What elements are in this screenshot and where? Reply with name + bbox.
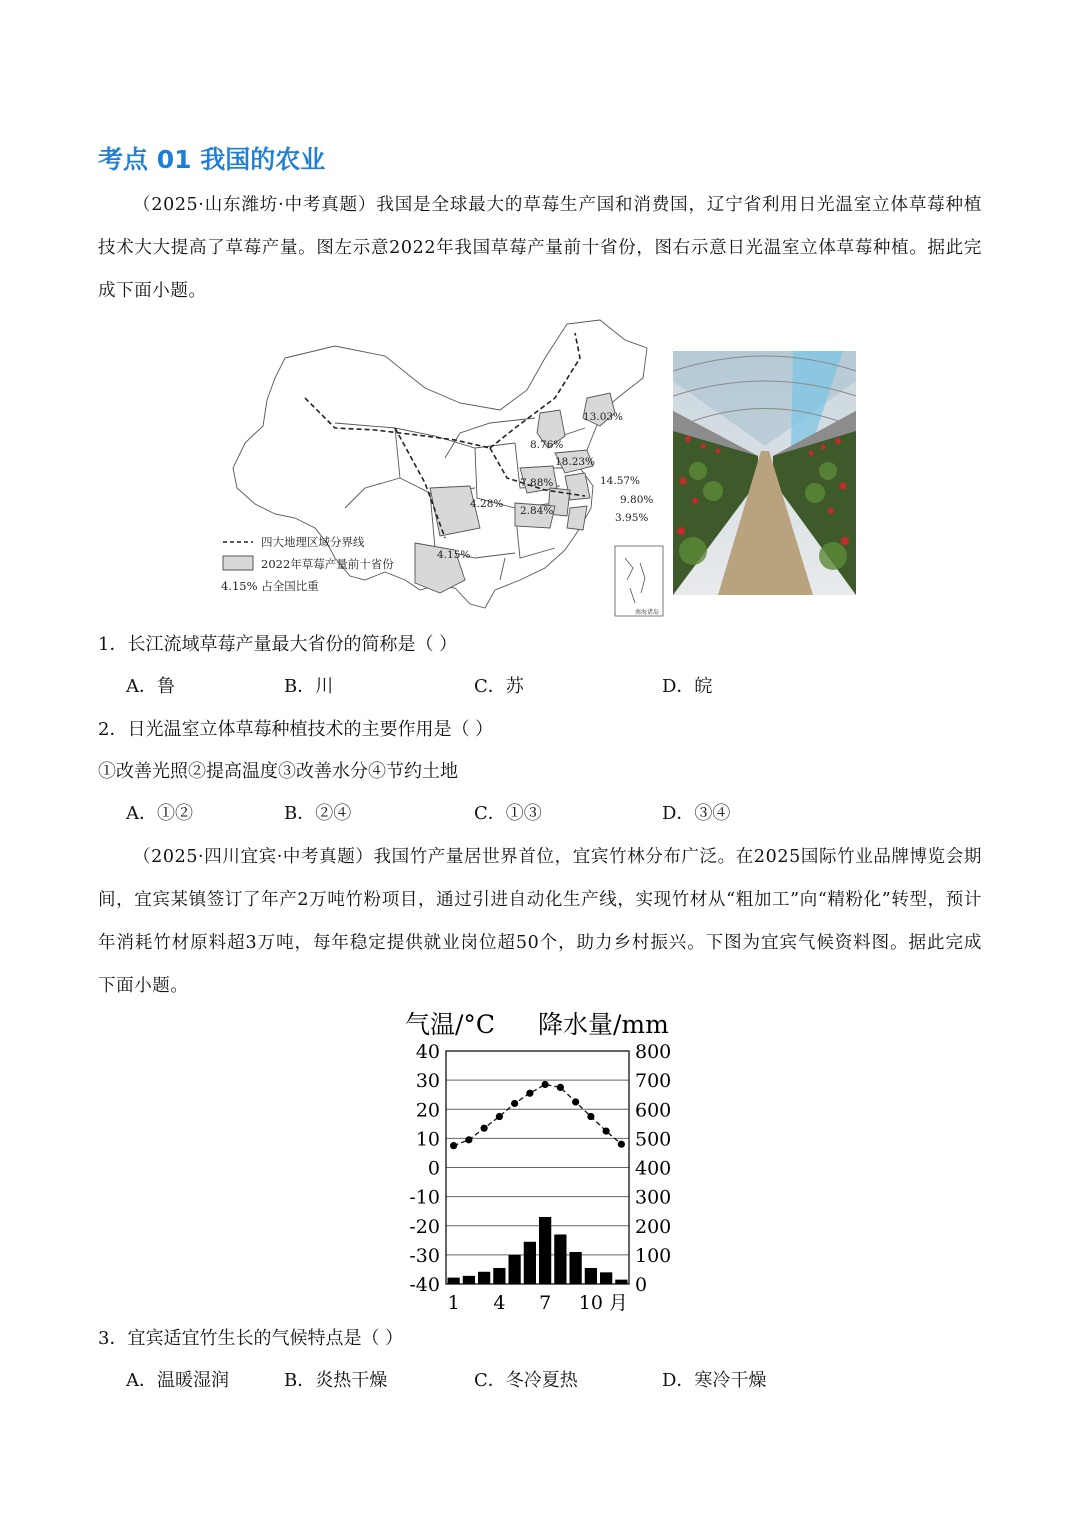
map-label-hebei: 8.76%	[530, 439, 564, 451]
temp-tick-label: -10	[409, 1186, 440, 1209]
temperature-point	[526, 1090, 533, 1097]
q2-option-c[interactable]: C．①③	[474, 803, 542, 824]
precip-bar	[615, 1280, 627, 1284]
precip-bar	[493, 1268, 505, 1284]
map-label-anhui: 9.80%	[620, 494, 654, 506]
q2-stem: 2．日光温室立体草莓种植技术的主要作用是（ ）	[98, 719, 494, 740]
yibin-climate-chart	[400, 1005, 680, 1317]
precip-bar	[585, 1268, 597, 1284]
precip-bar	[539, 1217, 551, 1284]
q3-option-a[interactable]: A．温暖湿润	[126, 1370, 229, 1391]
q1-option-d[interactable]: D．皖	[662, 676, 713, 697]
section-heading: 考点 01 我国的农业	[98, 145, 326, 174]
temperature-line	[454, 1084, 622, 1145]
legend-top10: 2022年草莓产量前十省份	[261, 557, 394, 571]
temperature-point	[618, 1141, 625, 1148]
legend-boundary: 四大地理区域分界线	[261, 535, 365, 549]
precip-tick-label: 700	[635, 1070, 672, 1093]
q3-option-c[interactable]: C．冬冷夏热	[474, 1370, 578, 1391]
boundary-line-northeast	[490, 333, 580, 448]
q1-stem: 1．长江流域草莓产量最大省份的简称是（ ）	[98, 634, 458, 655]
month-tick-label: 7	[539, 1292, 552, 1314]
precip-bar	[554, 1234, 566, 1284]
temperature-point	[450, 1142, 457, 1149]
month-tick-label: 月	[608, 1292, 628, 1314]
month-tick-label: 10	[578, 1292, 603, 1314]
precip-bar	[448, 1278, 460, 1284]
precip-bar	[600, 1272, 612, 1284]
intro-paragraph-1: （2025·山东潍坊·中考真题）我国是全球最大的草莓生产国和消费国，辽宁省利用日光温室立体草莓种植技术大大提高了草莓产量。图左示意2022年我国草莓产量前十省份，图右示意日光温室立体草莓种植。据此完成下面小题。	[98, 195, 982, 301]
map-label-jiangsu: 14.57%	[600, 475, 641, 487]
precip-tick-label: 500	[635, 1128, 672, 1151]
precip-axis-title: 降水量/mm	[538, 1010, 669, 1039]
map-label-henan: 7.88%	[520, 477, 554, 489]
temperature-point	[511, 1100, 518, 1107]
q3-stem: 3．宜宾适宜竹生长的气候特点是（ ）	[98, 1328, 404, 1349]
precip-bar	[478, 1272, 490, 1284]
temperature-point	[557, 1084, 564, 1091]
precip-tick-label: 0	[635, 1274, 648, 1296]
precip-bar	[463, 1276, 475, 1284]
china-strawberry-map	[215, 318, 667, 620]
province-sichuan	[430, 486, 480, 536]
temp-tick-label: -40	[409, 1274, 440, 1296]
map-label-liaoning: 13.03%	[583, 411, 624, 423]
q1-option-a[interactable]: A．鲁	[126, 676, 175, 697]
temp-tick-label: 40	[415, 1041, 440, 1063]
legend-share: 4.15% 占全国比重	[221, 579, 319, 593]
temp-tick-label: -20	[409, 1215, 440, 1238]
temp-tick-label: -30	[409, 1244, 440, 1267]
precip-tick-label: 800	[635, 1041, 672, 1063]
map-label-shandong: 18.23%	[555, 456, 596, 468]
precip-tick-label: 600	[635, 1099, 672, 1122]
temperature-point	[542, 1081, 549, 1088]
temperature-point	[603, 1127, 610, 1134]
q1-option-c[interactable]: C．苏	[474, 676, 524, 697]
temperature-point	[481, 1125, 488, 1132]
q3-option-b[interactable]: B．炎热干燥	[284, 1370, 388, 1391]
q3-option-d[interactable]: D．寒冷干燥	[662, 1370, 767, 1391]
precip-tick-label: 200	[635, 1215, 672, 1238]
boundary-line-north	[305, 398, 490, 448]
precip-tick-label: 100	[635, 1244, 672, 1267]
map-label-sichuan: 4.28%	[470, 498, 504, 510]
temperature-point	[496, 1113, 503, 1120]
precip-tick-label: 300	[635, 1186, 672, 1209]
temp-tick-label: 0	[427, 1157, 440, 1180]
temp-tick-label: 30	[415, 1070, 440, 1093]
q2-option-b[interactable]: B．②④	[284, 803, 352, 824]
month-tick-label: 1	[447, 1292, 460, 1314]
precip-bar	[570, 1252, 582, 1284]
temperature-point	[587, 1113, 594, 1120]
intro-paragraph-2: （2025·四川宜宾·中考真题）我国竹产量居世界首位，宜宾竹林分布广泛。在2025国际竹业品牌博览会期间，宜宾某镇签订了年产2万吨竹粉项目，通过引进自动化生产线，实现竹材从“粗加工”向“精粉化”转型，预计年消耗竹材原料超3万吨，每年稳定提供就业岗位超50个，助力乡村振兴。下图为宜宾气候资料图。据此完成下面小题。	[98, 847, 982, 996]
q1-option-b[interactable]: B．川	[284, 676, 334, 697]
q2-option-d[interactable]: D．③④	[662, 803, 731, 824]
map-label-zhejiang: 3.95%	[615, 512, 649, 524]
q2-items: ①改善光照②提高温度③改善水分④节约土地	[98, 761, 458, 782]
temperature-point	[572, 1098, 579, 1105]
precip-bar	[524, 1242, 536, 1284]
south-china-sea-inset	[615, 546, 663, 616]
province-zhejiang	[567, 506, 587, 530]
map-label-hubei: 2.84%	[520, 505, 554, 517]
temperature-point	[465, 1136, 472, 1143]
temp-tick-label: 10	[415, 1128, 440, 1151]
inset-label: 南海诸岛	[635, 609, 660, 616]
month-tick-label: 4	[493, 1292, 506, 1314]
temp-tick-label: 20	[415, 1099, 440, 1122]
q2-option-a[interactable]: A．①②	[126, 803, 193, 824]
precip-tick-label: 400	[635, 1157, 672, 1180]
greenhouse-photo	[673, 351, 856, 595]
temp-axis-title: 气温/°C	[405, 1010, 496, 1039]
map-label-yunnan: 4.15%	[437, 549, 471, 561]
precip-bar	[509, 1255, 521, 1284]
